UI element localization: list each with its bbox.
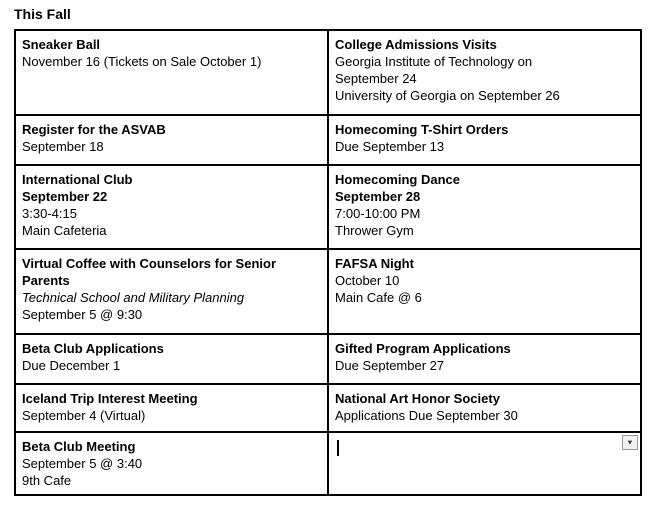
cell-sneaker-ball[interactable] <box>15 30 328 115</box>
table-row <box>15 30 641 115</box>
event-title: FAFSA Night <box>335 256 414 271</box>
event-date: September 5 @ 3:40 <box>22 456 143 471</box>
cell-beta-club-applications[interactable] <box>15 334 328 384</box>
cell-fafsa-night[interactable] <box>328 249 641 334</box>
event-detail: November 16 (Tickets on Sale October 1) <box>22 54 262 69</box>
cell-gifted-program-applications[interactable] <box>328 334 641 384</box>
event-subtitle: Technical School and Military Planning <box>22 290 245 305</box>
event-time: 7:00-10:00 PM <box>335 206 421 221</box>
event-location: 9th Cafe <box>22 473 72 488</box>
event-title: College Admissions Visits <box>335 37 497 52</box>
dropdown-arrow-icon: ▼ <box>626 438 634 446</box>
table-row <box>15 249 641 334</box>
event-date: September 5 @ 9:30 <box>22 307 143 322</box>
event-detail: Due December 1 <box>22 358 121 373</box>
event-location: Thrower Gym <box>335 223 414 238</box>
event-title: International Club <box>22 172 133 187</box>
event-title: Beta Club Meeting <box>22 439 136 454</box>
event-detail: September 4 (Virtual) <box>22 408 146 423</box>
event-detail: September 18 <box>22 139 104 154</box>
cell-empty-editing[interactable] <box>328 432 641 495</box>
event-location: Main Cafe @ 6 <box>335 290 422 305</box>
event-title: Register for the ASVAB <box>22 122 166 137</box>
table-row <box>15 115 641 165</box>
event-date: September 28 <box>335 189 421 204</box>
cell-homecoming-tshirt-orders[interactable] <box>328 115 641 165</box>
cell-college-admissions-visits[interactable] <box>328 30 641 115</box>
event-title: National Art Honor Society <box>335 391 500 406</box>
cell-iceland-trip-meeting[interactable] <box>15 384 328 432</box>
event-time: 3:30-4:15 <box>22 206 77 221</box>
table-row <box>15 384 641 432</box>
event-title: Homecoming Dance <box>335 172 460 187</box>
event-detail: September 24 <box>335 71 417 86</box>
event-title: Virtual Coffee with Counselors for Senior <box>22 256 277 271</box>
table-row <box>15 334 641 384</box>
event-title: Sneaker Ball <box>22 37 101 52</box>
event-detail: Due September 27 <box>335 358 445 373</box>
event-title: Gifted Program Applications <box>335 341 511 356</box>
cell-homecoming-dance[interactable] <box>328 165 641 249</box>
text-caret <box>337 440 339 456</box>
event-date: October 10 <box>335 273 400 288</box>
event-detail: University of Georgia on September 26 <box>335 88 560 103</box>
event-title: Beta Club Applications <box>22 341 164 356</box>
cell-register-asvab[interactable] <box>15 115 328 165</box>
cell-dropdown-button[interactable] <box>622 435 638 450</box>
event-title: Parents <box>22 273 70 288</box>
cell-international-club[interactable] <box>15 165 328 249</box>
page-title: This Fall <box>14 6 71 22</box>
event-date: September 22 <box>22 189 108 204</box>
event-location: Main Cafeteria <box>22 223 107 238</box>
event-detail: Due September 13 <box>335 139 445 154</box>
event-title: Homecoming T-Shirt Orders <box>335 122 509 137</box>
events-table <box>14 29 642 496</box>
table-row <box>15 165 641 249</box>
cell-national-art-honor-society[interactable] <box>328 384 641 432</box>
table-row <box>15 432 641 495</box>
event-detail: Applications Due September 30 <box>335 408 518 423</box>
event-detail: Georgia Institute of Technology on <box>335 54 533 69</box>
event-title: Iceland Trip Interest Meeting <box>22 391 198 406</box>
cell-beta-club-meeting[interactable] <box>15 432 328 495</box>
cell-virtual-coffee[interactable] <box>15 249 328 334</box>
